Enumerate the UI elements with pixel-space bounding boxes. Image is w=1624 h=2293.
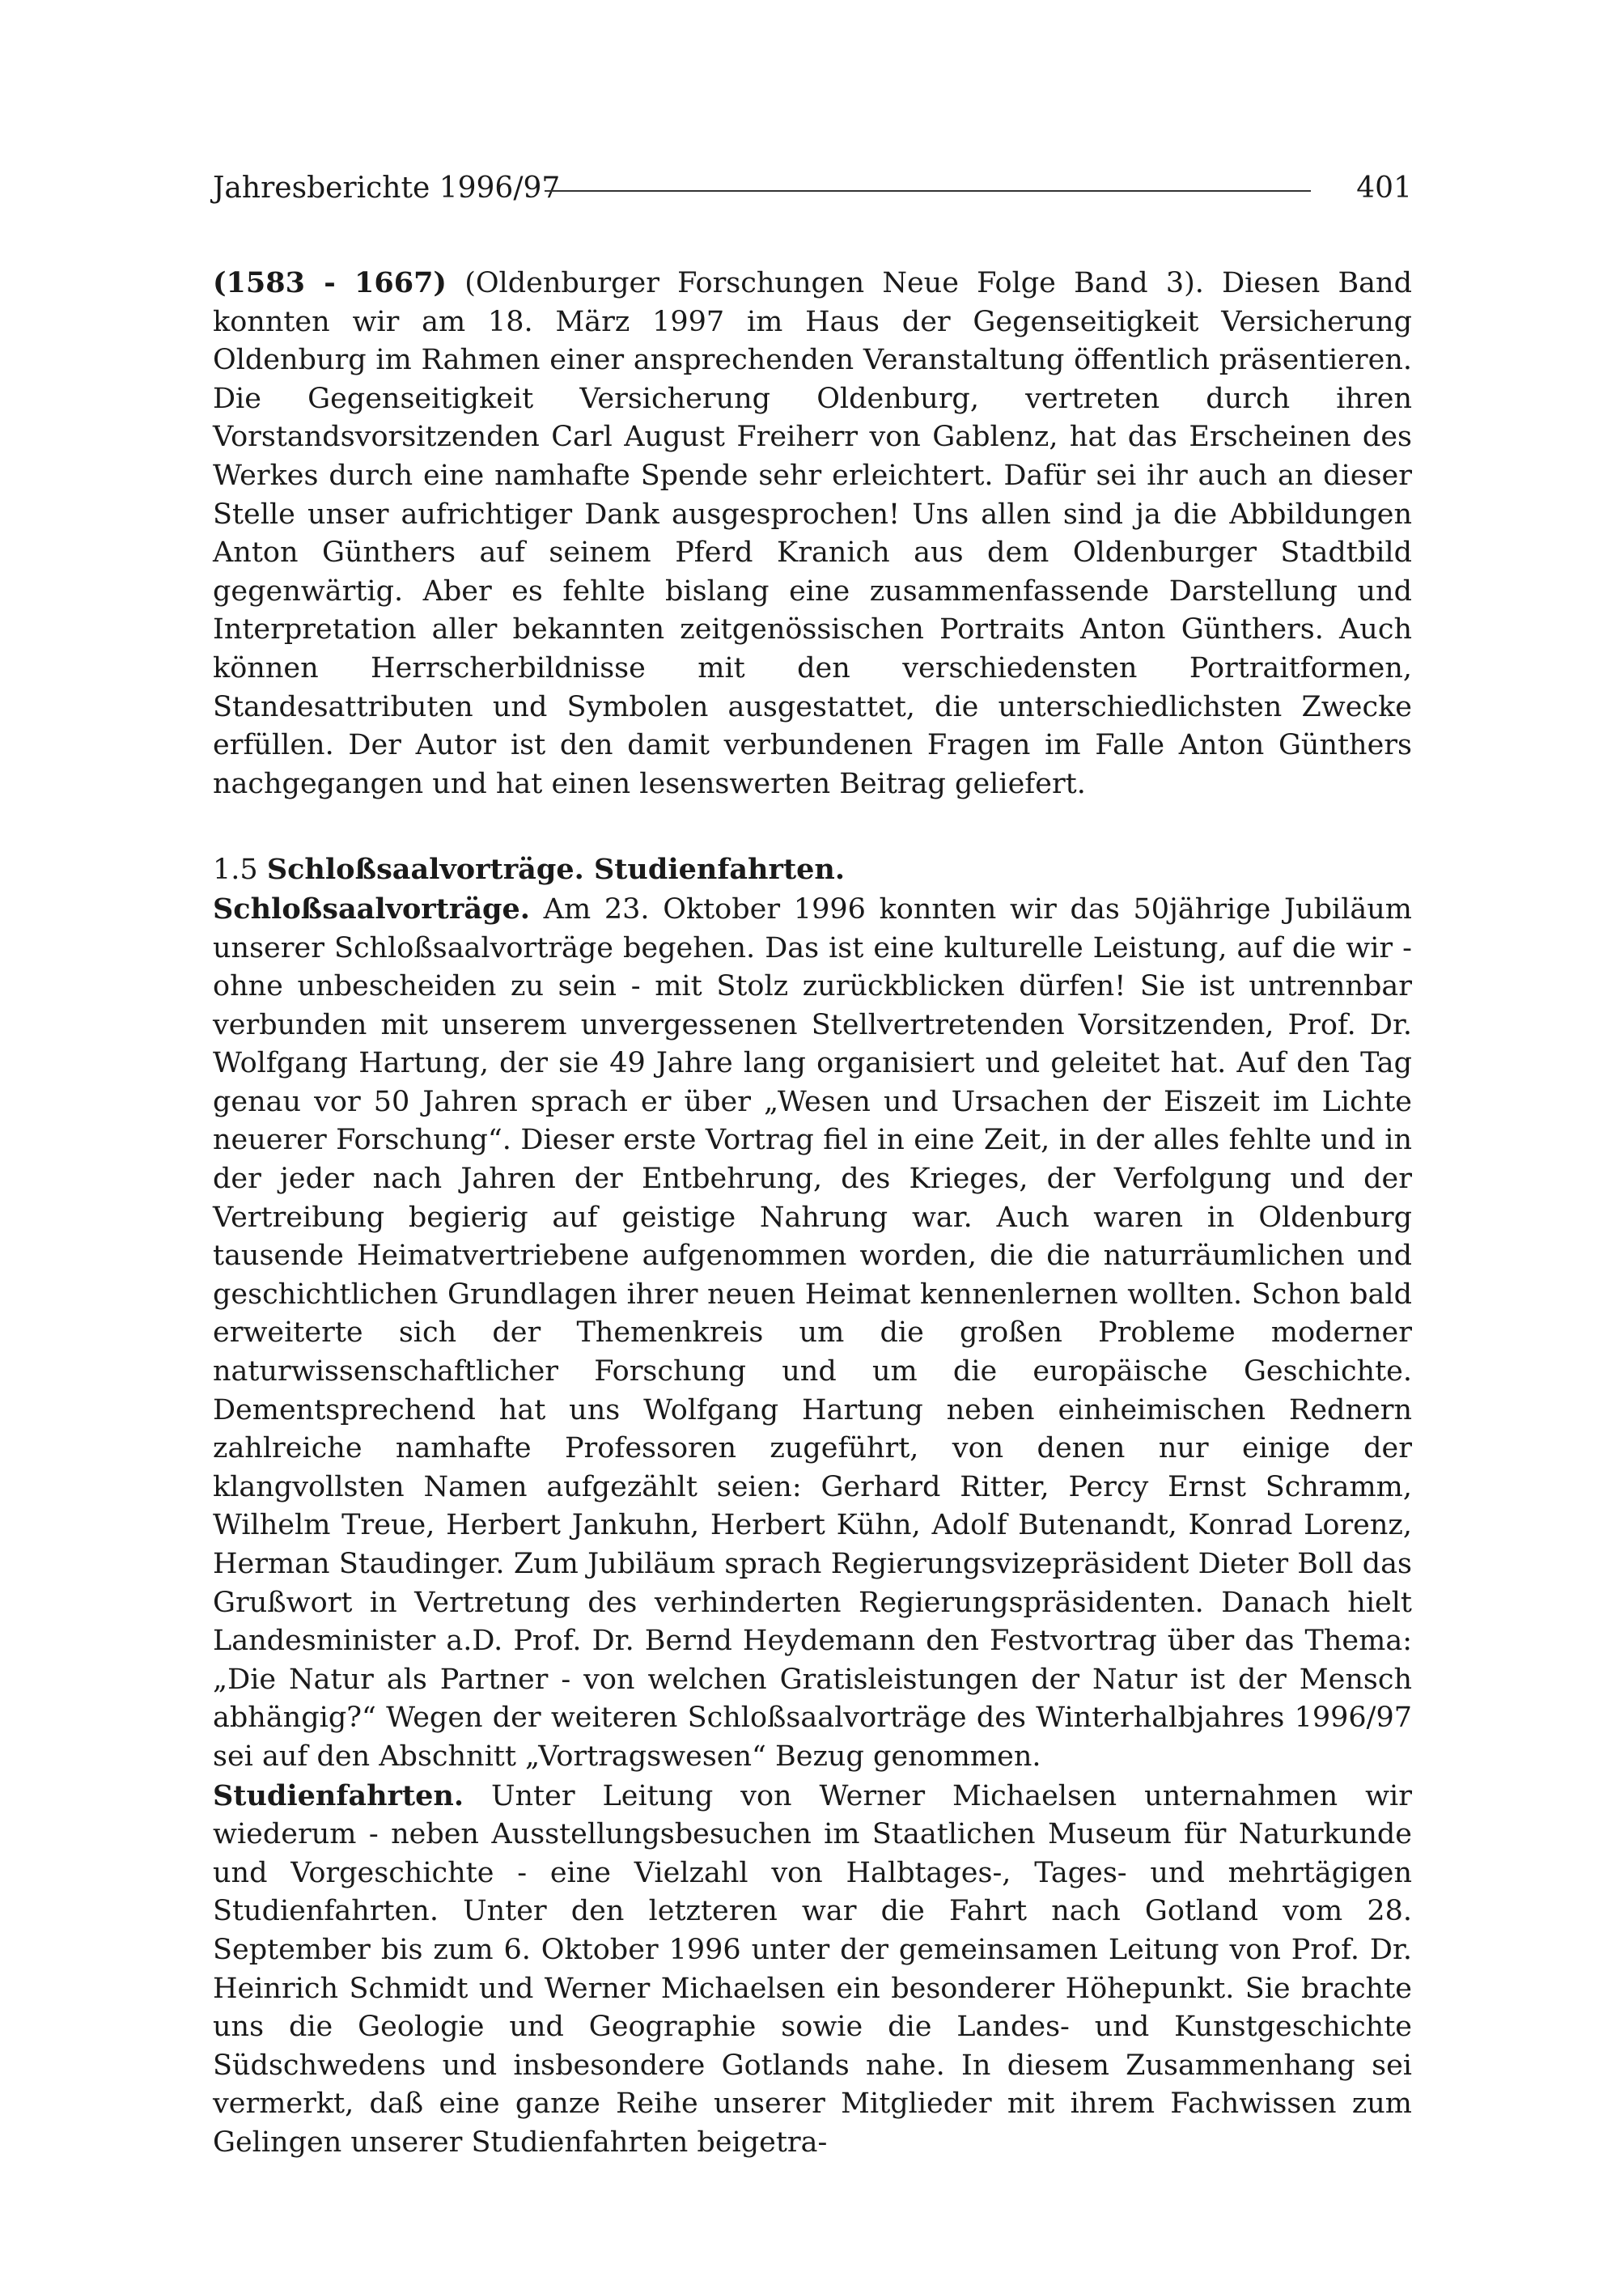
paragraph-lead-studienfahrten: Studienfahrten. [213, 1778, 464, 1812]
section-heading [213, 850, 1412, 890]
paragraph-studienfahrten [213, 1777, 1412, 2163]
paragraph-text: Unter Leitung von Werner Michaelsen unternahmen wir wiederum - neben Ausstellungsbesuchen im Staatlichen Museum für Naturkunde und Vorgeschichte - eine Vielzahl von Halbtages-, Tages- und mehrtägigen Studienfahrten. Unter den letzteren war die Fahrt nach Gotland vom 28. September bis zum 6. Oktober 1996 unter der gemeinsamen Leitung von Prof. Dr. Heinrich Schmidt und Werner Michaelsen ein besonderer Höhepunkt. Sie brachte uns die Geologie und Geographie sowie die Landes- und Kunstgeschichte Südschwedens und insbesondere Gotlands nahe. In diesem Zusammenhang sei vermerkt, daß eine ganze Reihe unserer Mitglieder mit ihrem Fachwissen zum Gelingen unserer Studienfahrten beigetra- [213, 1779, 1412, 2159]
page-number: 401 [1356, 172, 1412, 205]
section-title: Schloßsaalvorträge. Studienfahrten. [266, 853, 846, 887]
paragraph-schlosssaalvortraege [213, 890, 1412, 1777]
paragraph-gap [213, 803, 1412, 850]
paragraph-lead-schlosssaalvortraege: Schloßsaalvorträge. [213, 892, 530, 926]
running-head-title: Jahresberichte 1996/97 [213, 172, 561, 205]
paragraph-lead-years: (1583 - 1667) [213, 266, 447, 299]
section-number: 1.5 [213, 854, 258, 887]
paragraph-publication [213, 264, 1412, 803]
paragraph-text: Am 23. Oktober 1996 konnten wir das 50jährige Jubiläum unserer Schloßsaalvorträge begehen. Das ist eine kulturelle Leistung, auf die wir - ohne unbescheiden zu sein - mit Stolz zurückblicken dürfen! Sie ist untrennbar verbunden mit unserem unvergessenen Stellvertretenden Vorsitzenden, Prof. Dr. Wolfgang Hartung, der sie 49 Jahre lang organisiert und geleitet hat. Auf den Tag genau vor 50 Jahren sprach er über „Wesen und Ursachen der Eiszeit im Lichte neuerer Forschung“. Dieser erste Vortrag fiel in eine Zeit, in der alles fehlte und in der jeder nach Jahren der Entbehrung, des Krieges, der Verfolgung und der Vertreibung begierig auf geistige Nahrung war. Auch waren in Oldenburg tausende Heimatvertriebene aufgenommen worden, die die naturräumlichen und geschichtlichen Grundlagen ihrer neuen Heimat kennenlernen wollten. Schon bald erweiterte sich der Themenkreis um die großen Probleme moderner naturwissenschaftlicher Forschung und um die europäische Geschichte. Dementsprechend hat uns Wolfgang Hartung neben einheimischen Rednern zahlreiche namhafte Professoren zugeführt, von denen nur einige der klangvollsten Namen aufgezählt seien: Gerhard Ritter, Percy Ernst Schramm, Wilhelm Treue, Herbert Jankuhn, Herbert Kühn, Adolf Butenandt, Konrad Lorenz, Herman Staudinger. Zum Jubiläum sprach Regierungsvizepräsident Dieter Boll das Grußwort in Vertretung des verhinderten Regierungspräsidenten. Danach hielt Landesminister a.D. Prof. Dr. Bernd Heydemann den Festvortrag über das Thema: „Die Natur als Partner - von welchen Gratisleistungen der Natur ist der Mensch abhängig?“ Wegen der weiteren Schloßsaalvorträge des Winterhalbjahres 1996/97 sei auf den Abschnitt „Vortragswesen“ Bezug genommen. [213, 892, 1412, 1773]
running-head-rule [545, 190, 1311, 192]
body-text [213, 264, 1412, 2163]
running-head [213, 166, 1412, 211]
paragraph-text: (Oldenburger Forschungen Neue Folge Band 3). Diesen Band konnten wir am 18. März 1997 im Haus der Gegenseitigkeit Versicherung Oldenburg im Rahmen einer ansprechenden Veranstaltung öffentlich präsentieren. Die Gegenseitigkeit Versicherung Oldenburg, vertreten durch ihren Vorstandsvorsitzenden Carl August Freiherr von Gablenz, hat das Erscheinen des Werkes durch eine namhafte Spende sehr erleichtert. Dafür sei ihr auch an dieser Stelle unser aufrichtiger Dank ausgesprochen! Uns allen sind ja die Abbildungen Anton Günthers auf seinem Pferd Kranich aus dem Oldenburger Stadtbild gegenwärtig. Aber es fehlte bislang eine zusammenfassende Darstellung und Interpretation aller bekannten zeitgenössischen Portraits Anton Günthers. Auch können Herrscherbildnisse mit den verschiedensten Portraitformen, Standesattributen und Symbolen ausgestattet, die unterschiedlichsten Zwecke erfüllen. Der Autor ist den damit verbundenen Fragen im Falle Anton Günthers nachgegangen und hat einen lesenswerten Beitrag geliefert. [213, 267, 1412, 800]
